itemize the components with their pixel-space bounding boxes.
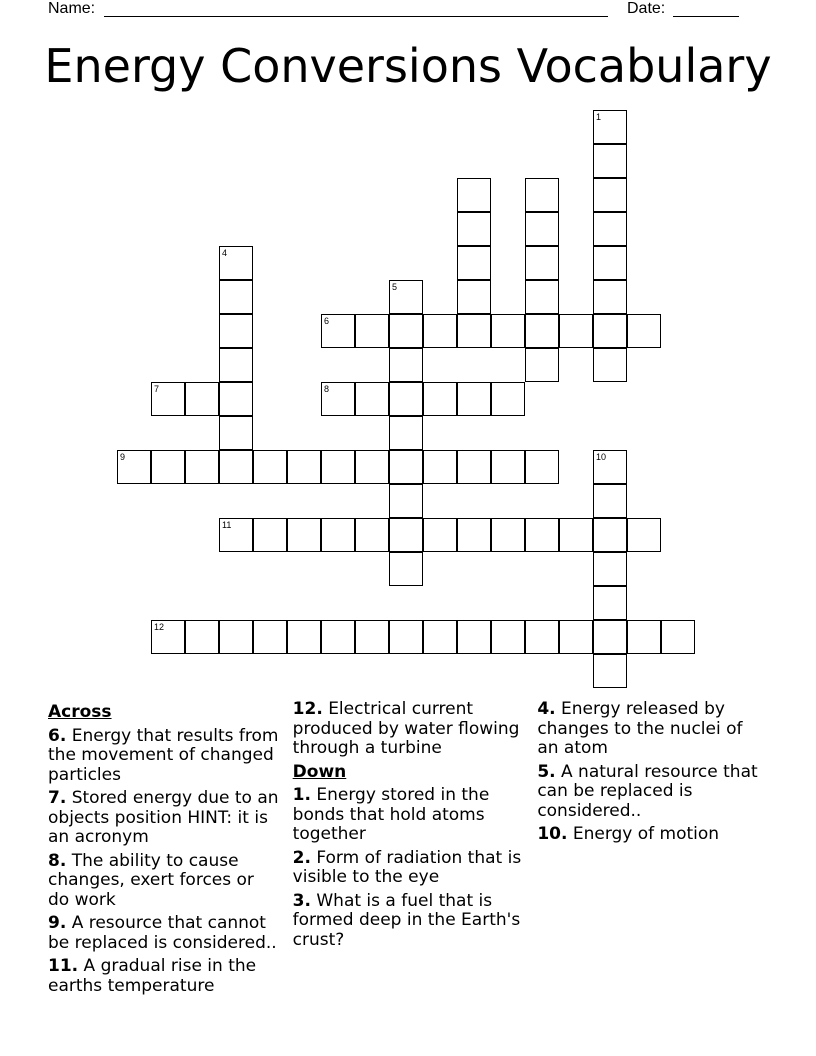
clue-text: The ability to cause changes, exert forces or do work — [48, 850, 254, 910]
cell-number: 1 — [596, 112, 602, 122]
grid-cell[interactable] — [491, 620, 525, 654]
grid-cell[interactable] — [525, 246, 559, 280]
grid-cell[interactable] — [559, 620, 593, 654]
clue-across-6 — [48, 727, 279, 786]
grid-cell[interactable] — [525, 280, 559, 314]
grid-cell[interactable] — [389, 450, 423, 484]
grid-cell[interactable] — [389, 416, 423, 450]
grid-cell[interactable] — [593, 654, 627, 688]
clue-list — [48, 700, 768, 1000]
grid-cell[interactable] — [593, 246, 627, 280]
clue-number: 9. — [48, 913, 67, 933]
grid-cell[interactable] — [355, 382, 389, 416]
clue-text: Electrical current produced by water flowing through a turbine — [292, 699, 520, 758]
grid-cell[interactable] — [593, 450, 627, 484]
clue-number: 5. — [537, 761, 556, 782]
clue-text: Energy stored in the bonds that hold atoms together — [292, 785, 490, 844]
grid-cell[interactable] — [355, 620, 389, 654]
grid-cell[interactable] — [151, 382, 185, 416]
clue-text: A gradual rise in the earths temperature — [48, 956, 257, 996]
clue-number: 11. — [48, 956, 79, 976]
grid-cell[interactable] — [593, 552, 627, 586]
grid-cell[interactable] — [559, 314, 593, 348]
clue-across-8 — [48, 852, 279, 911]
clue-down-5 — [537, 763, 768, 822]
down-heading: Down — [292, 761, 347, 782]
grid-cell[interactable] — [219, 382, 253, 416]
grid-cell[interactable] — [389, 620, 423, 654]
clue-across-7 — [48, 789, 279, 848]
clue-down-3 — [293, 892, 524, 951]
across-heading: Across — [48, 702, 112, 722]
grid-cell[interactable] — [423, 450, 457, 484]
grid-cell[interactable] — [593, 518, 627, 552]
grid-cell[interactable] — [593, 212, 627, 246]
grid-cell[interactable] — [151, 450, 185, 484]
grid-cell[interactable] — [491, 382, 525, 416]
grid-cell[interactable] — [593, 110, 627, 144]
grid-cell[interactable] — [389, 484, 423, 518]
grid-cell[interactable] — [661, 620, 695, 654]
grid-cell[interactable] — [457, 518, 491, 552]
grid-cell[interactable] — [423, 620, 457, 654]
grid-cell[interactable] — [151, 620, 185, 654]
grid-cell[interactable] — [491, 450, 525, 484]
grid-cell[interactable] — [219, 620, 253, 654]
grid-cell[interactable] — [593, 178, 627, 212]
grid-cell[interactable] — [525, 178, 559, 212]
grid-cell[interactable] — [491, 518, 525, 552]
grid-cell[interactable] — [423, 518, 457, 552]
clue-text: Stored energy due to an objects position HINT: it is an acronym — [48, 788, 279, 847]
clue-down-1 — [293, 786, 524, 845]
grid-cell[interactable] — [525, 348, 559, 382]
clue-number: 8. — [48, 850, 67, 871]
grid-cell[interactable] — [525, 450, 559, 484]
grid-cell[interactable] — [457, 280, 491, 314]
grid-cell[interactable] — [525, 620, 559, 654]
grid-cell[interactable] — [219, 348, 253, 382]
clue-text: Energy released by changes to the nuclei of an atom — [537, 699, 743, 758]
grid-cell[interactable] — [253, 450, 287, 484]
clue-number: 10. — [537, 824, 568, 844]
grid-cell[interactable] — [457, 178, 491, 212]
cell-number: 11 — [222, 520, 232, 530]
grid-cell[interactable] — [593, 144, 627, 178]
cell-number: 12 — [154, 622, 165, 632]
grid-cell[interactable] — [253, 518, 287, 552]
grid-cell[interactable] — [525, 212, 559, 246]
grid-cell[interactable] — [491, 314, 525, 348]
grid-cell[interactable] — [321, 382, 355, 416]
grid-cell[interactable] — [389, 280, 423, 314]
clue-number: 12. — [292, 699, 323, 719]
grid-cell[interactable] — [593, 348, 627, 382]
grid-cell[interactable] — [423, 382, 457, 416]
clue-text: What is a fuel that is formed deep in the Earth's crust? — [292, 890, 521, 950]
cell-number: 6 — [324, 316, 330, 326]
grid-cell[interactable] — [117, 450, 151, 484]
grid-cell[interactable] — [627, 314, 661, 348]
grid-cell[interactable] — [423, 314, 457, 348]
grid-cell[interactable] — [593, 586, 627, 620]
name-label: Name: — [48, 0, 96, 17]
grid-cell[interactable] — [219, 280, 253, 314]
grid-cell[interactable] — [219, 450, 253, 484]
grid-cell[interactable] — [457, 212, 491, 246]
grid-cell[interactable] — [219, 314, 253, 348]
cell-number: 4 — [222, 248, 228, 258]
clue-number: 6. — [48, 725, 67, 746]
grid-cell[interactable] — [287, 620, 321, 654]
grid-cell[interactable] — [627, 518, 661, 552]
grid-cell[interactable] — [185, 382, 219, 416]
clue-down-10 — [537, 825, 768, 845]
clue-text: A resource that cannot be replaced is considered.. — [48, 913, 277, 953]
grid-cell[interactable] — [593, 314, 627, 348]
cell-number: 9 — [120, 452, 126, 462]
grid-cell[interactable] — [389, 314, 423, 348]
grid-cell[interactable] — [457, 620, 491, 654]
clue-text: A natural resource that can be replaced is considered.. — [537, 761, 758, 821]
grid-cell[interactable] — [219, 246, 253, 280]
grid-cell[interactable] — [389, 348, 423, 382]
grid-cell[interactable] — [389, 382, 423, 416]
grid-cell[interactable] — [185, 450, 219, 484]
grid-cell[interactable] — [593, 620, 627, 654]
clue-number: 3. — [292, 890, 311, 911]
cell-number: 8 — [324, 384, 330, 394]
grid-cell[interactable] — [457, 382, 491, 416]
date-label: Date: — [627, 0, 666, 17]
cell-number: 7 — [154, 384, 160, 394]
grid-cell[interactable] — [321, 450, 355, 484]
clue-text: Energy of motion — [572, 824, 720, 844]
clue-down-4 — [537, 700, 768, 759]
grid-cell[interactable] — [253, 620, 287, 654]
clue-across-11 — [48, 957, 279, 996]
clue-across-9 — [48, 914, 279, 953]
grid-cell[interactable] — [185, 620, 219, 654]
grid-cell[interactable] — [627, 620, 661, 654]
grid-cell[interactable] — [219, 416, 253, 450]
cell-number: 10 — [596, 452, 607, 462]
grid-cell[interactable] — [457, 314, 491, 348]
clue-number: 7. — [48, 788, 67, 808]
clue-number: 2. — [292, 847, 311, 868]
clue-text: Energy that results from the movement of changed particles — [48, 725, 279, 785]
cell-number: 5 — [392, 282, 398, 292]
grid-cell[interactable] — [287, 450, 321, 484]
grid-cell[interactable] — [287, 518, 321, 552]
grid-cell[interactable] — [457, 450, 491, 484]
clue-down-2 — [293, 849, 524, 888]
grid-cell[interactable] — [219, 518, 253, 552]
grid-cell[interactable] — [321, 314, 355, 348]
grid-cell[interactable] — [559, 518, 593, 552]
grid-cell[interactable] — [389, 552, 423, 586]
grid-cell[interactable] — [593, 280, 627, 314]
grid-cell[interactable] — [355, 314, 389, 348]
grid-cell[interactable] — [321, 518, 355, 552]
grid-cell[interactable] — [525, 518, 559, 552]
grid-cell[interactable] — [457, 246, 491, 280]
grid-cell[interactable] — [355, 518, 389, 552]
grid-cell[interactable] — [525, 314, 559, 348]
clue-across-12 — [293, 700, 524, 759]
grid-cell[interactable] — [355, 450, 389, 484]
clue-text: Form of radiation that is visible to the eye — [292, 847, 522, 887]
grid-cell[interactable] — [321, 620, 355, 654]
grid-cell[interactable] — [593, 484, 627, 518]
clue-number: 4. — [537, 699, 556, 719]
page-title: Energy Conversions Vocabulary — [44, 39, 772, 93]
grid-cell[interactable] — [389, 518, 423, 552]
clue-number: 1. — [292, 785, 311, 805]
